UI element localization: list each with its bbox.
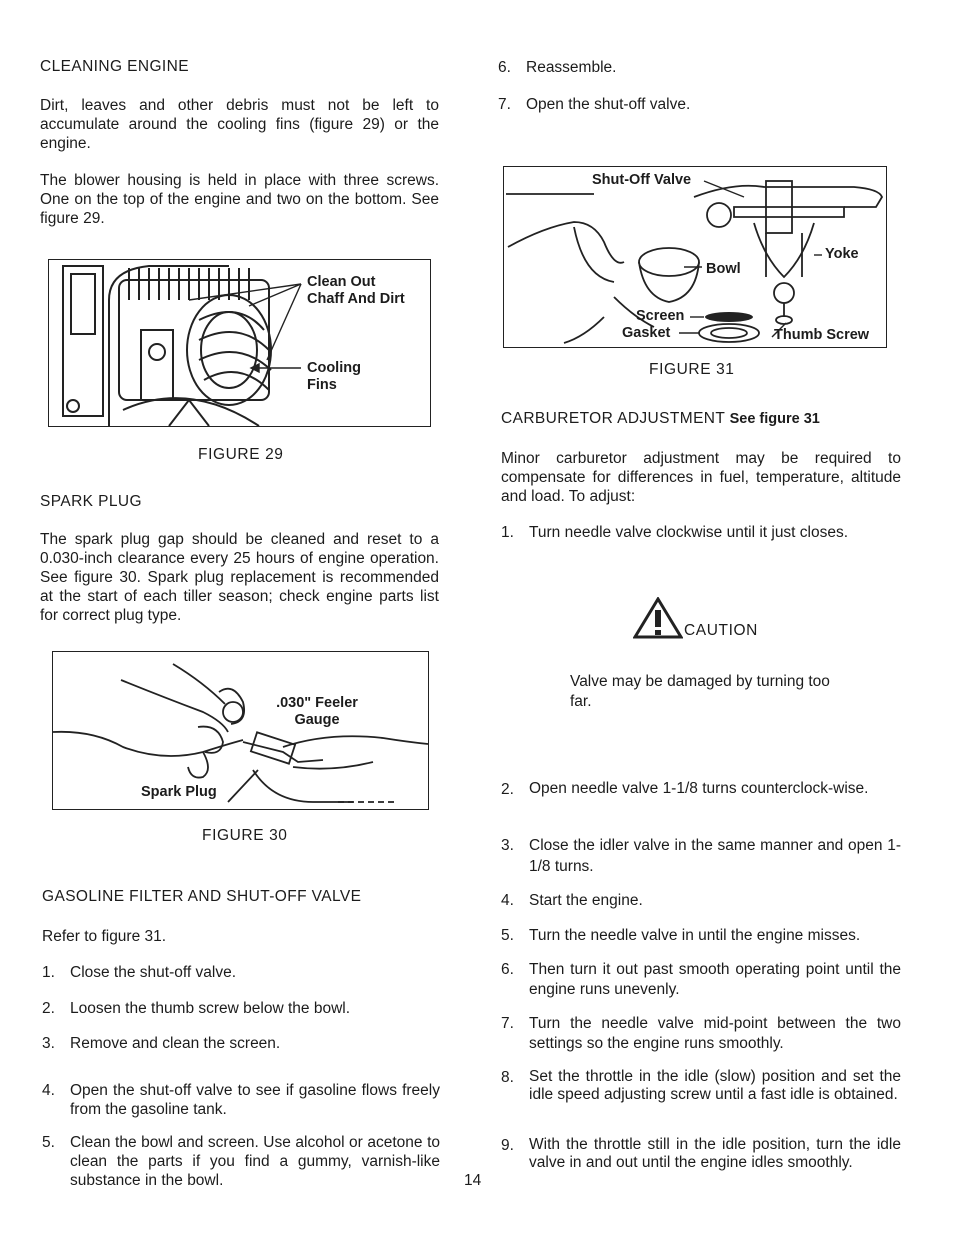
spark-plug-label: Spark Plug xyxy=(141,784,217,800)
gasoline-intro: Refer to figure 31. xyxy=(42,928,167,945)
figure-30-caption: FIGURE 30 xyxy=(202,827,288,844)
step-text: Start the engine. xyxy=(529,892,643,909)
figure-31-caption: FIGURE 31 xyxy=(649,361,735,378)
step-number: 6. xyxy=(501,961,514,978)
feeler-gauge-label: .030" Feeler Gauge xyxy=(276,695,358,728)
figure-30-illustration xyxy=(52,651,429,810)
spark-plug-paragraph: The spark plug gap should be cleaned and reset to a 0.030-inch clearance every 25 hours of engine operation. See figure 30. Spark plug replacement is recommended at the start of each tiller season; check engine parts list for correct plug type. xyxy=(40,531,439,624)
step-number: 5. xyxy=(42,1134,55,1151)
figure-31-illustration xyxy=(503,166,887,348)
yoke-label: Yoke xyxy=(825,246,859,262)
carb-step-8 xyxy=(501,1068,901,1103)
step-number: 4. xyxy=(42,1082,55,1099)
cooling-fins-label: Cooling Fins xyxy=(307,360,361,393)
step-text: Clean the bowl and screen. Use alcohol or acetone to clean the parts if you find a gummy, varnish-like substance in the bowl. xyxy=(70,1134,440,1189)
step-text: Open the shut-off valve. xyxy=(526,96,691,113)
step-text: Close the shut-off valve. xyxy=(70,964,236,981)
step-text: Open the shut-off valve to see if gasoline flows freely from the gasoline tank. xyxy=(70,1082,440,1118)
step-7-open-valve xyxy=(498,95,900,114)
screen-label: Screen xyxy=(636,308,685,324)
carb-step-2 xyxy=(501,780,901,800)
gasoline-step-2 xyxy=(42,999,440,1018)
step-number: 3. xyxy=(501,837,514,854)
thumb-screw-label: Thumb Screw xyxy=(774,327,870,343)
carburetor-heading-text: CARBURETOR ADJUSTMENT xyxy=(501,410,726,427)
cleaning-engine-heading: CLEANING ENGINE xyxy=(40,58,189,75)
step-number: 4. xyxy=(501,892,514,909)
caution-title: CAUTION xyxy=(684,622,758,639)
caution-warning-icon xyxy=(633,597,683,639)
gasoline-step-5 xyxy=(42,1133,440,1190)
step-number: 1. xyxy=(501,524,514,541)
carburetor-paragraph: Minor carburetor adjustment may be required to compensate for differences in fuel, temperature, altitude and load. To adjust: xyxy=(501,450,901,505)
gasoline-step-3 xyxy=(42,1034,440,1053)
step-text: Close the idler valve in the same manner and open 1-1/8 turns. xyxy=(529,837,901,875)
step-number: 2. xyxy=(42,1000,55,1017)
cleaning-paragraph-2: The blower housing is held in place with three screws. One on the top of the engine and two on the bottom. See figure 29. xyxy=(40,172,439,227)
step-text: Set the throttle in the idle (slow) position and set the idle speed adjusting screw until a fast idle is obtained. xyxy=(529,1068,901,1103)
cleaning-paragraph-1: Dirt, leaves and other debris must not be left to accumulate around the cooling fins (figure 29) or the engine. xyxy=(40,97,439,152)
gasoline-filter-heading: GASOLINE FILTER AND SHUT-OFF VALVE xyxy=(42,888,362,905)
step-text: Turn the needle valve mid-point between the two settings so the engine runs smoothly. xyxy=(529,1015,901,1052)
carb-step-9 xyxy=(501,1136,901,1171)
page-number: 14 xyxy=(464,1172,482,1189)
carb-step-3 xyxy=(501,836,901,877)
step-6-reassemble xyxy=(498,58,900,77)
step-text: Loosen the thumb screw below the bowl. xyxy=(70,1000,351,1017)
step-text: Reassemble. xyxy=(526,59,617,76)
caution-text: Valve may be damaged by turning too far. xyxy=(570,673,830,710)
step-number: 5. xyxy=(501,927,514,944)
carburetor-adjustment-heading xyxy=(501,410,820,428)
clean-out-chaff-label: Clean Out Chaff And Dirt xyxy=(307,274,405,307)
step-number: 1. xyxy=(42,964,55,981)
carburetor-heading-ref: See figure 31 xyxy=(729,411,820,427)
step-number: 3. xyxy=(42,1035,55,1052)
gasoline-step-4 xyxy=(42,1081,440,1119)
shut-off-valve-label: Shut-Off Valve xyxy=(592,172,692,188)
bowl-label: Bowl xyxy=(706,261,741,277)
gasoline-step-1 xyxy=(42,963,440,982)
step-text: With the throttle still in the idle position, turn the idle valve in and out until the engine idles smoothly. xyxy=(529,1136,901,1171)
step-text: Remove and clean the screen. xyxy=(70,1035,281,1052)
step-number: 2. xyxy=(501,781,514,798)
spark-plug-drawing xyxy=(53,652,428,809)
carb-step-7 xyxy=(501,1014,901,1054)
step-number: 8. xyxy=(501,1069,514,1086)
step-text: Turn the needle valve in until the engine misses. xyxy=(529,927,861,944)
step-number: 9. xyxy=(501,1137,514,1154)
step-number: 6. xyxy=(498,59,511,76)
carb-step-1 xyxy=(501,523,901,542)
spark-plug-heading: SPARK PLUG xyxy=(40,493,142,510)
step-text: Then turn it out past smooth operating point until the engine runs unevenly. xyxy=(529,961,901,998)
carb-step-4 xyxy=(501,891,901,910)
gasket-label: Gasket xyxy=(622,325,671,341)
carb-step-6 xyxy=(501,960,901,1000)
step-number: 7. xyxy=(498,96,511,113)
step-number: 7. xyxy=(501,1015,514,1032)
step-text: Turn needle valve clockwise until it just closes. xyxy=(529,524,849,541)
carb-step-5 xyxy=(501,926,901,945)
step-text: Open needle valve 1-1/8 turns counterclock-wise. xyxy=(529,780,869,797)
figure-29-caption: FIGURE 29 xyxy=(198,446,284,463)
figure-29-illustration xyxy=(48,259,431,427)
